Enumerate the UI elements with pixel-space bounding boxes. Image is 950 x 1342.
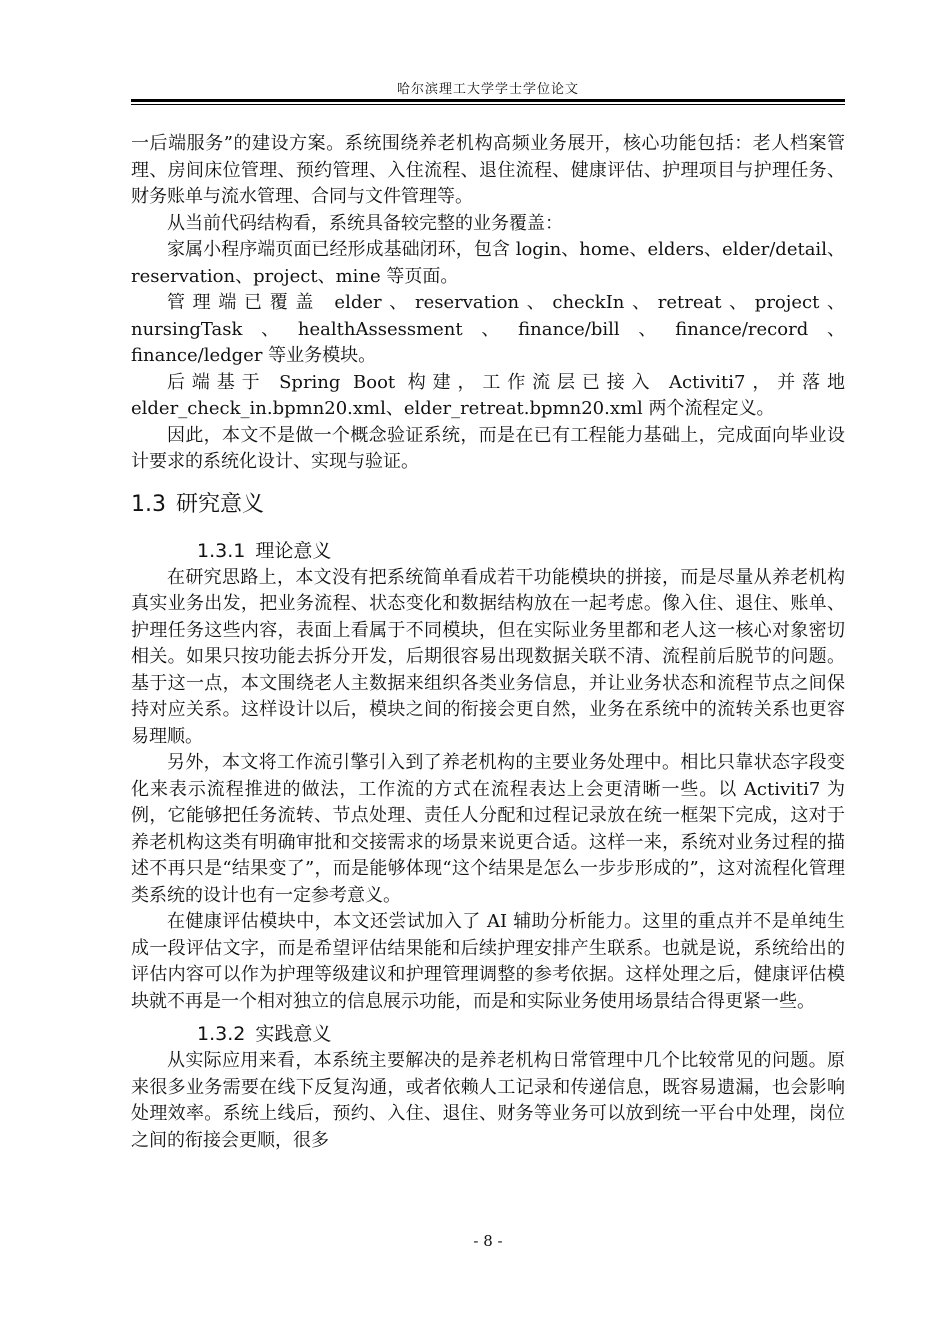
paragraph: 在健康评估模块中，本文还尝试加入了 AI 辅助分析能力。这里的重点并不是单纯生成一段评估文字，而是希望评估结果能和后续护理安排产生联系。也就是说，系统给出的评估内容可以作为护理等级建议和护理管理调整的参考依据。这样处理之后，健康评估模块就不再是一个相对独立的信息展示功能，而是和实际业务使用场景结合得更紧一些。 [131,911,845,1012]
subsection-number: 1.3.2 [197,1023,246,1045]
subsection-title: 理论意义 [255,539,332,562]
subsection-heading-1-3-2 [131,1021,845,1048]
paragraph: 另外，本文将工作流引擎引入到了养老机构的主要业务处理中。相比只靠状态字段变化来表示流程推进的做法，工作流的方式在流程表达上会更清晰一些。以 Activiti7 为例，它能够把任务流转、节点处理、责任人分配和过程记录放在统一框架下完成，这对于养老机构这类有明确审批和交接需求的场景来说更合适。这样一来，系统对业务过程的描述不再只是“结果变了”，而是能够体现“这个结果是怎么一步步形成的”，这对流程化管理类系统的设计也有一定参考意义。 [131,752,845,906]
paragraph: 后端基于 Spring Boot 构建，工作流层已接入 Activiti7，并落地 elder_check_in.bpmn20.xml、elder_retreat.bpmn20.xml 两个流程定义。 [131,371,845,419]
header-rule-thick [131,99,845,102]
subsection-heading-1-3-1 [131,538,845,565]
subsection-title: 实践意义 [255,1023,332,1045]
paragraph: 因此，本文不是做一个概念验证系统，而是在已有工程能力基础上，完成面向毕业设计要求的系统化设计、实现与验证。 [131,424,845,472]
paragraph: 在研究思路上，本文没有把系统简单看成若干功能模块的拼接，而是尽量从养老机构真实业务出发，把业务流程、状态变化和数据结构放在一起考虑。像入住、退住、账单、护理任务这些内容，表面上看属于不同模块，但在实际业务里都和老人这一核心对象密切相关。如果只按功能去拆分开发，后期很容易出现数据关联不清、流程前后脱节的问题。基于这一点，本文围绕老人主数据来组织各类业务信息，并让业务状态和流程节点之间保持对应关系。这样设计以后，模块之间的衔接会更自然，业务在系统中的流转关系也更容易理顺。 [131,566,845,747]
subsection-number: 1.3.1 [197,539,246,562]
paragraph: 从当前代码结构看，系统具备较完整的业务覆盖： [167,212,563,234]
page-body [131,131,845,1154]
paragraph: 从实际应用来看，本系统主要解决的是养老机构日常管理中几个比较常见的问题。原来很多业务需要在线下反复沟通，或者依赖人工记录和传递信息，既容易遗漏，也会影响处理效率。系统上线后，预约、入住、退住、财务等业务可以放到统一平台中处理，岗位之间的衔接会更顺，很多 [131,1050,845,1151]
section-heading-1-3 [131,490,845,520]
section-title: 研究意义 [176,491,265,517]
page-number: - 8 - [473,1232,503,1250]
section-number: 1.3 [131,491,166,517]
running-header: 哈尔滨理工大学学士学位论文 [396,82,579,97]
paragraph: 管理端已覆盖 elder、reservation、checkIn、retreat、project、nursingTask、healthAssessment、finance/bill、finance/record、finance/ledger 等业务模块。 [131,292,845,366]
paragraph: 家属小程序端页面已经形成基础闭环，包含 login、home、elders、elder/detail、reservation、project、mine 等页面。 [131,239,845,287]
header-rule-thin [131,104,845,105]
paragraph: 一后端服务”的建设方案。系统围绕养老机构高频业务展开，核心功能包括：老人档案管理、房间床位管理、预约管理、入住流程、退住流程、健康评估、护理项目与护理任务、财务账单与流水管理、合同与文件管理等。 [131,133,845,207]
